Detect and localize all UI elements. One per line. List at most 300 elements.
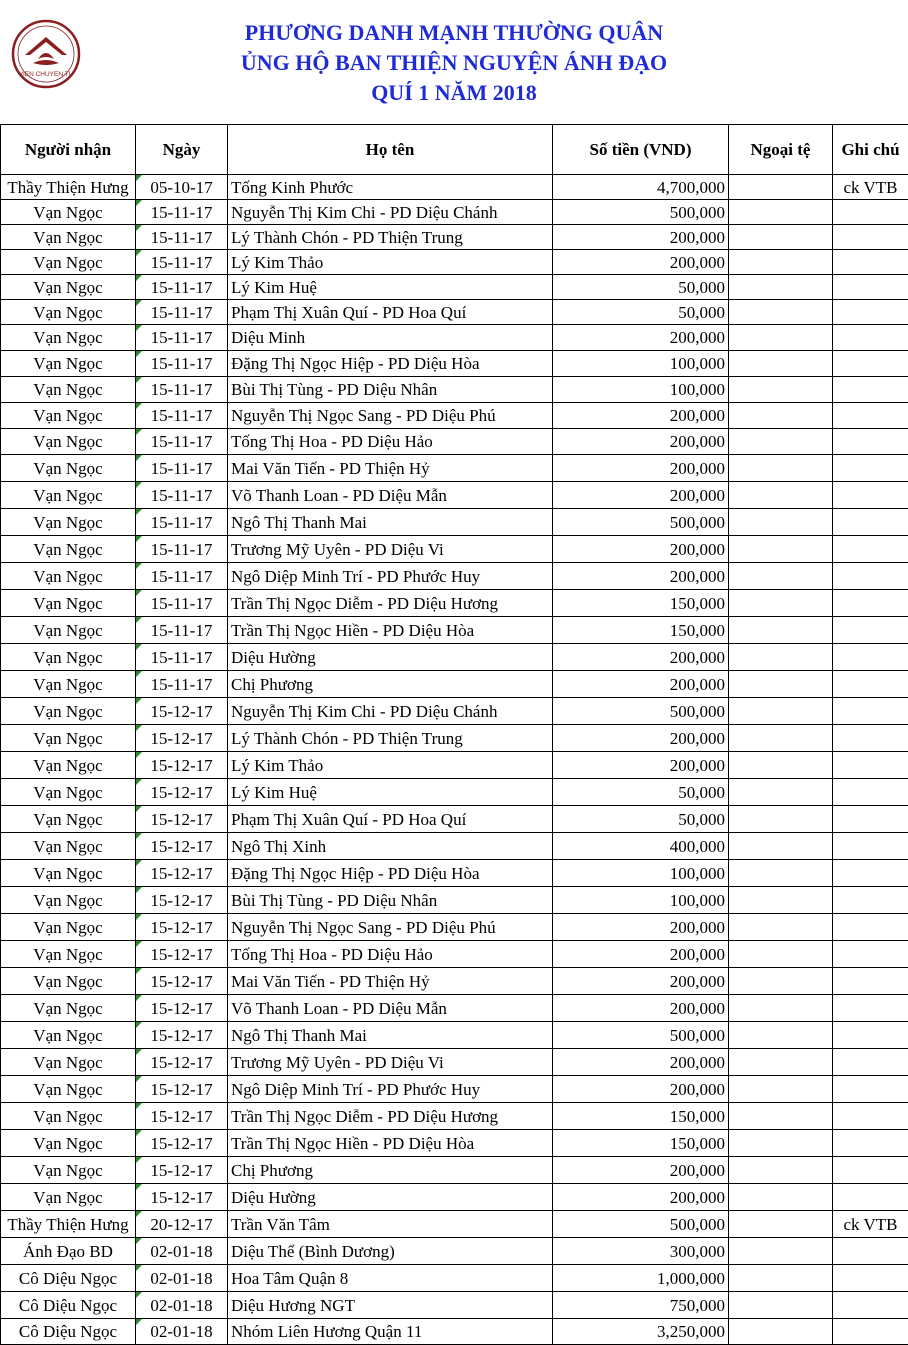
- cell-note: [833, 617, 908, 644]
- cell-foreign-currency: [729, 1265, 833, 1292]
- cell-recipient: Vạn Ngọc: [1, 536, 136, 563]
- cell-recipient: Vạn Ngọc: [1, 1130, 136, 1157]
- cell-amount: 400,000: [553, 833, 729, 860]
- cell-name: Võ Thanh Loan - PD Diệu Mẫn: [228, 482, 553, 509]
- cell-recipient: Vạn Ngọc: [1, 995, 136, 1022]
- cell-amount: 200,000: [553, 563, 729, 590]
- cell-name: Ngô Diệp Minh Trí - PD Phước Huy: [228, 1076, 553, 1103]
- cell-amount: 500,000: [553, 200, 729, 225]
- cell-date: 15-12-17: [136, 1103, 228, 1130]
- cell-date: 15-11-17: [136, 351, 228, 377]
- cell-note: [833, 482, 908, 509]
- cell-date: 15-11-17: [136, 536, 228, 563]
- cell-foreign-currency: [729, 455, 833, 482]
- title-line-1: PHƯƠNG DANH MẠNH THƯỜNG QUÂN: [0, 18, 908, 48]
- donation-table: [0, 124, 908, 1345]
- table-row: [1, 175, 908, 200]
- cell-date: 15-12-17: [136, 887, 228, 914]
- cell-foreign-currency: [729, 1076, 833, 1103]
- cell-note: [833, 275, 908, 300]
- cell-note: [833, 887, 908, 914]
- cell-name: Nguyễn Thị Ngọc Sang - PD Diệu Phú: [228, 403, 553, 429]
- cell-amount: 50,000: [553, 275, 729, 300]
- cell-foreign-currency: [729, 779, 833, 806]
- cell-foreign-currency: [729, 1184, 833, 1211]
- cell-recipient: Thầy Thiện Hưng: [1, 175, 136, 200]
- cell-foreign-currency: [729, 275, 833, 300]
- cell-name: Ngô Thị Xinh: [228, 833, 553, 860]
- cell-name: Nguyễn Thị Kim Chi - PD Diệu Chánh: [228, 698, 553, 725]
- table-row: [1, 1211, 908, 1238]
- cell-recipient: Vạn Ngọc: [1, 644, 136, 671]
- cell-date: 15-11-17: [136, 429, 228, 455]
- cell-date: 15-12-17: [136, 725, 228, 752]
- cell-amount: 1,000,000: [553, 1265, 729, 1292]
- cell-recipient: Vạn Ngọc: [1, 698, 136, 725]
- cell-amount: 200,000: [553, 455, 729, 482]
- cell-name: Trần Thị Ngọc Hiền - PD Diệu Hòa: [228, 617, 553, 644]
- cell-foreign-currency: [729, 941, 833, 968]
- cell-date: 15-12-17: [136, 1049, 228, 1076]
- cell-foreign-currency: [729, 698, 833, 725]
- cell-name: Diệu Thể (Bình Dương): [228, 1238, 553, 1265]
- cell-foreign-currency: [729, 590, 833, 617]
- cell-name: Mai Văn Tiến - PD Thiện Hỷ: [228, 455, 553, 482]
- cell-amount: 200,000: [553, 1157, 729, 1184]
- cell-amount: 200,000: [553, 1076, 729, 1103]
- cell-foreign-currency: [729, 403, 833, 429]
- cell-name: Diệu Hường: [228, 644, 553, 671]
- table-row: [1, 941, 908, 968]
- cell-amount: 4,700,000: [553, 175, 729, 200]
- cell-name: Diệu Minh: [228, 325, 553, 351]
- table-row: [1, 377, 908, 403]
- table-row: [1, 200, 908, 225]
- cell-recipient: Ánh Đạo BD: [1, 1238, 136, 1265]
- logo-text: VIEN CHUYEN TU: [19, 71, 74, 78]
- cell-note: [833, 200, 908, 225]
- cell-amount: 200,000: [553, 325, 729, 351]
- table-row: [1, 725, 908, 752]
- cell-note: [833, 941, 908, 968]
- cell-note: [833, 1184, 908, 1211]
- cell-amount: 150,000: [553, 617, 729, 644]
- cell-amount: 750,000: [553, 1292, 729, 1319]
- cell-note: [833, 1238, 908, 1265]
- cell-name: Võ Thanh Loan - PD Diệu Mẫn: [228, 995, 553, 1022]
- cell-recipient: Vạn Ngọc: [1, 563, 136, 590]
- cell-recipient: Vạn Ngọc: [1, 968, 136, 995]
- cell-note: [833, 1130, 908, 1157]
- cell-date: 15-12-17: [136, 833, 228, 860]
- table-row: [1, 482, 908, 509]
- cell-recipient: Vạn Ngọc: [1, 887, 136, 914]
- cell-amount: 200,000: [553, 995, 729, 1022]
- cell-foreign-currency: [729, 536, 833, 563]
- cell-name: Tống Thị Hoa - PD Diệu Hảo: [228, 429, 553, 455]
- cell-amount: 200,000: [553, 968, 729, 995]
- cell-name: Bùi Thị Tùng - PD Diệu Nhân: [228, 377, 553, 403]
- cell-amount: 100,000: [553, 860, 729, 887]
- cell-recipient: Vạn Ngọc: [1, 752, 136, 779]
- cell-foreign-currency: [729, 806, 833, 833]
- cell-foreign-currency: [729, 1211, 833, 1238]
- cell-foreign-currency: [729, 1049, 833, 1076]
- cell-note: [833, 536, 908, 563]
- cell-recipient: Vạn Ngọc: [1, 351, 136, 377]
- cell-note: [833, 325, 908, 351]
- table-row: [1, 1103, 908, 1130]
- table-row: [1, 698, 908, 725]
- cell-amount: 200,000: [553, 644, 729, 671]
- col-header-date: Ngày: [136, 125, 228, 175]
- cell-date: 15-11-17: [136, 225, 228, 250]
- cell-amount: 200,000: [553, 403, 729, 429]
- cell-date: 02-01-18: [136, 1265, 228, 1292]
- cell-foreign-currency: [729, 300, 833, 325]
- table-body: [1, 175, 908, 1345]
- cell-note: [833, 995, 908, 1022]
- cell-recipient: Vạn Ngọc: [1, 275, 136, 300]
- cell-recipient: Vạn Ngọc: [1, 325, 136, 351]
- cell-recipient: Vạn Ngọc: [1, 377, 136, 403]
- cell-date: 15-11-17: [136, 403, 228, 429]
- cell-amount: 500,000: [553, 1022, 729, 1049]
- cell-note: [833, 455, 908, 482]
- cell-recipient: Vạn Ngọc: [1, 1103, 136, 1130]
- cell-name: Phạm Thị Xuân Quí - PD Hoa Quí: [228, 806, 553, 833]
- cell-name: Lý Thành Chón - PD Thiện Trung: [228, 725, 553, 752]
- table-row: [1, 563, 908, 590]
- cell-name: Diệu Hương NGT: [228, 1292, 553, 1319]
- cell-foreign-currency: [729, 325, 833, 351]
- cell-recipient: Cô Diệu Ngọc: [1, 1319, 136, 1345]
- cell-name: Ngô Diệp Minh Trí - PD Phước Huy: [228, 563, 553, 590]
- cell-foreign-currency: [729, 1103, 833, 1130]
- cell-recipient: Cô Diệu Ngọc: [1, 1265, 136, 1292]
- table-header-row: [1, 125, 908, 175]
- cell-note: [833, 225, 908, 250]
- cell-name: Trương Mỹ Uyên - PD Diệu Vi: [228, 536, 553, 563]
- cell-name: Bùi Thị Tùng - PD Diệu Nhân: [228, 887, 553, 914]
- cell-amount: 50,000: [553, 806, 729, 833]
- cell-amount: 500,000: [553, 698, 729, 725]
- cell-foreign-currency: [729, 752, 833, 779]
- cell-recipient: Vạn Ngọc: [1, 1049, 136, 1076]
- table-row: [1, 752, 908, 779]
- table-row: [1, 617, 908, 644]
- table-row: [1, 325, 908, 351]
- cell-note: [833, 968, 908, 995]
- title-block: [0, 18, 908, 108]
- cell-note: ck VTB: [833, 175, 908, 200]
- table-row: [1, 1022, 908, 1049]
- cell-name: Trần Thị Ngọc Diễm - PD Diệu Hương: [228, 590, 553, 617]
- cell-foreign-currency: [729, 887, 833, 914]
- table-row: [1, 509, 908, 536]
- table-row: [1, 429, 908, 455]
- cell-note: [833, 833, 908, 860]
- cell-note: [833, 1076, 908, 1103]
- cell-foreign-currency: [729, 482, 833, 509]
- cell-amount: 200,000: [553, 250, 729, 275]
- table-row: [1, 860, 908, 887]
- cell-name: Nguyễn Thị Ngọc Sang - PD Diệu Phú: [228, 914, 553, 941]
- cell-recipient: Vạn Ngọc: [1, 779, 136, 806]
- cell-amount: 200,000: [553, 482, 729, 509]
- cell-recipient: Thầy Thiện Hưng: [1, 1211, 136, 1238]
- cell-amount: 200,000: [553, 752, 729, 779]
- table-row: [1, 1130, 908, 1157]
- cell-foreign-currency: [729, 200, 833, 225]
- cell-amount: 200,000: [553, 429, 729, 455]
- table-row: [1, 300, 908, 325]
- cell-date: 15-11-17: [136, 617, 228, 644]
- col-header-recipient: Người nhận: [1, 125, 136, 175]
- cell-amount: 200,000: [553, 1049, 729, 1076]
- cell-name: Ngô Thị Thanh Mai: [228, 1022, 553, 1049]
- cell-date: 15-12-17: [136, 806, 228, 833]
- cell-note: [833, 300, 908, 325]
- cell-foreign-currency: [729, 1130, 833, 1157]
- table-row: [1, 1238, 908, 1265]
- cell-date: 15-12-17: [136, 698, 228, 725]
- cell-foreign-currency: [729, 1292, 833, 1319]
- cell-note: [833, 1022, 908, 1049]
- cell-name: Chị Phương: [228, 671, 553, 698]
- cell-foreign-currency: [729, 509, 833, 536]
- cell-amount: 100,000: [553, 887, 729, 914]
- cell-recipient: Vạn Ngọc: [1, 403, 136, 429]
- cell-recipient: Cô Diệu Ngọc: [1, 1292, 136, 1319]
- cell-name: Nguyễn Thị Kim Chi - PD Diệu Chánh: [228, 200, 553, 225]
- cell-date: 15-12-17: [136, 1184, 228, 1211]
- cell-date: 02-01-18: [136, 1319, 228, 1345]
- cell-date: 15-11-17: [136, 275, 228, 300]
- cell-date: 15-12-17: [136, 860, 228, 887]
- cell-note: [833, 752, 908, 779]
- cell-amount: 150,000: [553, 1130, 729, 1157]
- table-row: [1, 403, 908, 429]
- cell-foreign-currency: [729, 351, 833, 377]
- cell-note: [833, 590, 908, 617]
- cell-date: 15-11-17: [136, 509, 228, 536]
- cell-foreign-currency: [729, 968, 833, 995]
- table-row: [1, 887, 908, 914]
- cell-date: 15-12-17: [136, 779, 228, 806]
- cell-date: 15-11-17: [136, 250, 228, 275]
- table-row: [1, 833, 908, 860]
- cell-amount: 200,000: [553, 725, 729, 752]
- table-row: [1, 1292, 908, 1319]
- table-row: [1, 455, 908, 482]
- cell-name: Lý Kim Thảo: [228, 250, 553, 275]
- cell-recipient: Vạn Ngọc: [1, 1022, 136, 1049]
- cell-date: 15-12-17: [136, 752, 228, 779]
- cell-date: 15-11-17: [136, 644, 228, 671]
- cell-foreign-currency: [729, 1238, 833, 1265]
- cell-recipient: Vạn Ngọc: [1, 833, 136, 860]
- title-line-2: ỦNG HỘ BAN THIỆN NGUYỆN ÁNH ĐẠO: [0, 48, 908, 78]
- cell-date: 02-01-18: [136, 1238, 228, 1265]
- cell-foreign-currency: [729, 377, 833, 403]
- cell-name: Phạm Thị Xuân Quí - PD Hoa Quí: [228, 300, 553, 325]
- table-row: [1, 1157, 908, 1184]
- cell-date: 15-11-17: [136, 671, 228, 698]
- cell-name: Diệu Hường: [228, 1184, 553, 1211]
- cell-note: [833, 1103, 908, 1130]
- cell-date: 15-11-17: [136, 563, 228, 590]
- cell-name: Lý Kim Thảo: [228, 752, 553, 779]
- cell-recipient: Vạn Ngọc: [1, 671, 136, 698]
- cell-amount: 50,000: [553, 779, 729, 806]
- cell-name: Nhóm Liên Hương Quận 11: [228, 1319, 553, 1345]
- cell-recipient: Vạn Ngọc: [1, 860, 136, 887]
- cell-date: 15-12-17: [136, 1130, 228, 1157]
- cell-recipient: Vạn Ngọc: [1, 455, 136, 482]
- cell-note: [833, 779, 908, 806]
- cell-recipient: Vạn Ngọc: [1, 1157, 136, 1184]
- cell-note: [833, 563, 908, 590]
- table-row: [1, 275, 908, 300]
- cell-name: Lý Thành Chón - PD Thiện Trung: [228, 225, 553, 250]
- cell-note: [833, 250, 908, 275]
- cell-name: Trần Thị Ngọc Diễm - PD Diệu Hương: [228, 1103, 553, 1130]
- cell-date: 15-12-17: [136, 941, 228, 968]
- document-header: [0, 0, 908, 124]
- cell-amount: 100,000: [553, 377, 729, 403]
- cell-note: [833, 725, 908, 752]
- cell-date: 20-12-17: [136, 1211, 228, 1238]
- table-row: [1, 1265, 908, 1292]
- cell-name: Trương Mỹ Uyên - PD Diệu Vi: [228, 1049, 553, 1076]
- cell-name: Chị Phương: [228, 1157, 553, 1184]
- cell-recipient: Vạn Ngọc: [1, 509, 136, 536]
- table-row: [1, 779, 908, 806]
- cell-date: 15-12-17: [136, 1022, 228, 1049]
- cell-foreign-currency: [729, 175, 833, 200]
- cell-name: Lý Kim Huệ: [228, 779, 553, 806]
- cell-recipient: Vạn Ngọc: [1, 200, 136, 225]
- cell-recipient: Vạn Ngọc: [1, 725, 136, 752]
- cell-name: Đặng Thị Ngọc Hiệp - PD Diệu Hòa: [228, 860, 553, 887]
- cell-recipient: Vạn Ngọc: [1, 617, 136, 644]
- table-row: [1, 968, 908, 995]
- cell-amount: 200,000: [553, 536, 729, 563]
- col-header-note: Ghi chú: [833, 125, 908, 175]
- cell-foreign-currency: [729, 250, 833, 275]
- cell-recipient: Vạn Ngọc: [1, 941, 136, 968]
- cell-foreign-currency: [729, 1022, 833, 1049]
- table-row: [1, 1319, 908, 1345]
- cell-amount: 150,000: [553, 1103, 729, 1130]
- cell-recipient: Vạn Ngọc: [1, 914, 136, 941]
- col-header-name: Họ tên: [228, 125, 553, 175]
- cell-foreign-currency: [729, 617, 833, 644]
- cell-foreign-currency: [729, 1157, 833, 1184]
- cell-name: Trần Văn Tâm: [228, 1211, 553, 1238]
- cell-amount: 100,000: [553, 351, 729, 377]
- cell-date: 15-12-17: [136, 1076, 228, 1103]
- cell-date: 15-12-17: [136, 914, 228, 941]
- cell-note: [833, 806, 908, 833]
- table-row: [1, 225, 908, 250]
- cell-foreign-currency: [729, 563, 833, 590]
- cell-note: [833, 671, 908, 698]
- cell-date: 15-12-17: [136, 1157, 228, 1184]
- table-row: [1, 995, 908, 1022]
- cell-date: 15-11-17: [136, 590, 228, 617]
- col-header-foreign-currency: Ngoại tệ: [729, 125, 833, 175]
- cell-recipient: Vạn Ngọc: [1, 1076, 136, 1103]
- cell-amount: 200,000: [553, 225, 729, 250]
- cell-date: 05-10-17: [136, 175, 228, 200]
- cell-note: [833, 429, 908, 455]
- cell-note: [833, 1319, 908, 1345]
- table-row: [1, 914, 908, 941]
- cell-amount: 200,000: [553, 941, 729, 968]
- cell-name: Hoa Tâm Quận 8: [228, 1265, 553, 1292]
- cell-note: [833, 403, 908, 429]
- cell-recipient: Vạn Ngọc: [1, 590, 136, 617]
- cell-note: [833, 1265, 908, 1292]
- cell-note: [833, 351, 908, 377]
- table-row: [1, 536, 908, 563]
- cell-name: Mai Văn Tiến - PD Thiện Hỷ: [228, 968, 553, 995]
- table-row: [1, 644, 908, 671]
- cell-recipient: Vạn Ngọc: [1, 806, 136, 833]
- cell-name: Tống Kinh Phước: [228, 175, 553, 200]
- cell-recipient: Vạn Ngọc: [1, 482, 136, 509]
- cell-note: [833, 698, 908, 725]
- cell-amount: 200,000: [553, 914, 729, 941]
- cell-name: Tống Thị Hoa - PD Diệu Hảo: [228, 941, 553, 968]
- cell-amount: 3,250,000: [553, 1319, 729, 1345]
- table-row: [1, 806, 908, 833]
- cell-foreign-currency: [729, 429, 833, 455]
- cell-amount: 150,000: [553, 590, 729, 617]
- cell-recipient: Vạn Ngọc: [1, 429, 136, 455]
- cell-name: Trần Thị Ngọc Hiền - PD Diệu Hòa: [228, 1130, 553, 1157]
- cell-name: Lý Kim Huệ: [228, 275, 553, 300]
- table-row: [1, 590, 908, 617]
- col-header-amount: Số tiền (VND): [553, 125, 729, 175]
- cell-amount: 500,000: [553, 509, 729, 536]
- cell-note: [833, 377, 908, 403]
- cell-foreign-currency: [729, 914, 833, 941]
- table-row: [1, 671, 908, 698]
- table-row: [1, 1184, 908, 1211]
- cell-amount: 200,000: [553, 1184, 729, 1211]
- table-row: [1, 1076, 908, 1103]
- cell-note: [833, 1157, 908, 1184]
- cell-date: 15-11-17: [136, 200, 228, 225]
- cell-foreign-currency: [729, 860, 833, 887]
- cell-recipient: Vạn Ngọc: [1, 300, 136, 325]
- cell-date: 15-11-17: [136, 300, 228, 325]
- cell-amount: 300,000: [553, 1238, 729, 1265]
- cell-name: Đặng Thị Ngọc Hiệp - PD Diệu Hòa: [228, 351, 553, 377]
- cell-amount: 200,000: [553, 671, 729, 698]
- cell-date: 15-11-17: [136, 482, 228, 509]
- table-row: [1, 351, 908, 377]
- cell-foreign-currency: [729, 644, 833, 671]
- cell-note: [833, 860, 908, 887]
- cell-date: 02-01-18: [136, 1292, 228, 1319]
- cell-foreign-currency: [729, 995, 833, 1022]
- cell-recipient: Vạn Ngọc: [1, 250, 136, 275]
- title-line-3: QUÍ 1 NĂM 2018: [0, 78, 908, 108]
